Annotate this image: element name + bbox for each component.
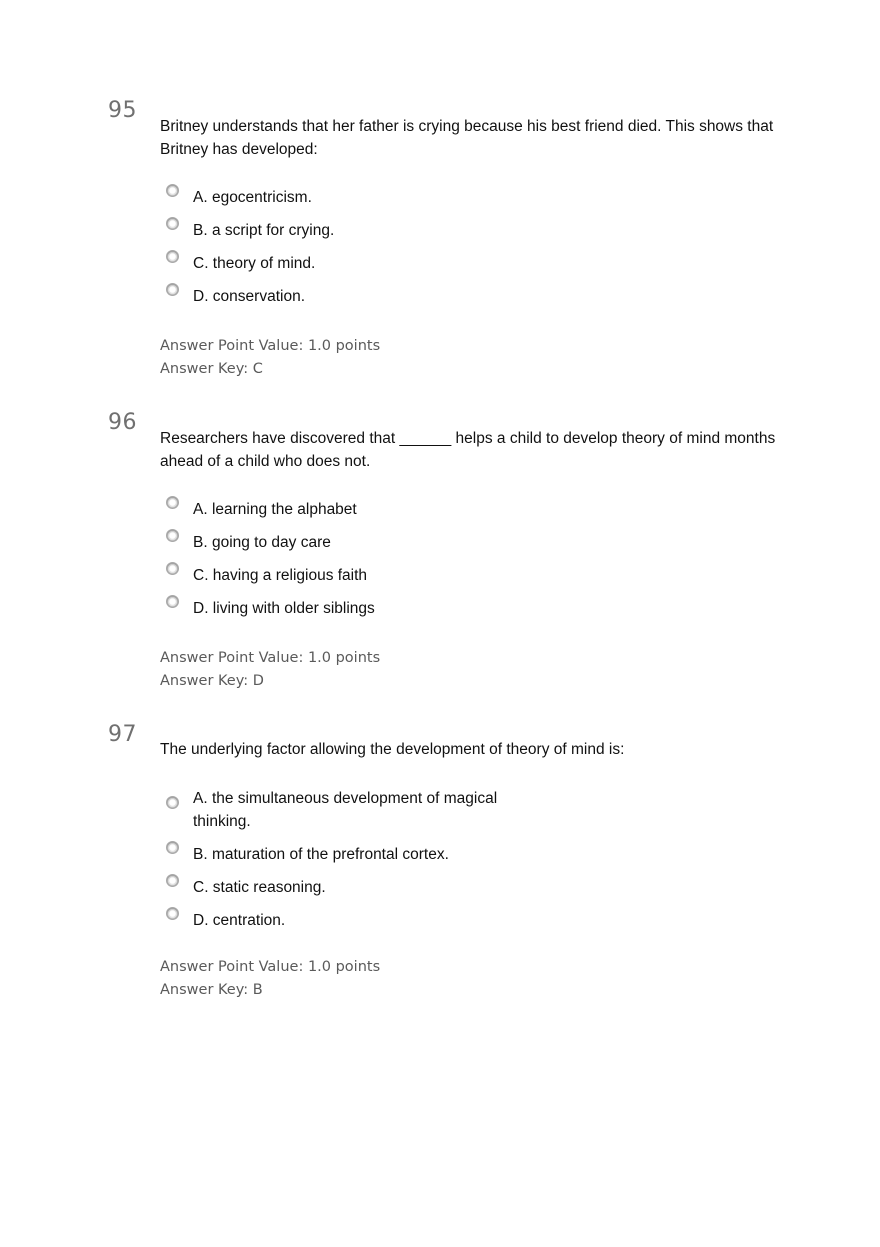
option-b[interactable] (160, 841, 720, 874)
radio-button[interactable] (166, 874, 179, 887)
option-label: C. static reasoning. (193, 879, 326, 896)
radio-button[interactable] (166, 796, 179, 809)
radio-button[interactable] (166, 562, 179, 575)
option-c[interactable] (160, 874, 720, 907)
option-a[interactable] (160, 496, 720, 529)
option-c[interactable] (160, 562, 720, 595)
option-b[interactable] (160, 529, 720, 562)
radio-button[interactable] (166, 529, 179, 542)
answer-key: Answer Key: C (160, 361, 263, 377)
option-label: A. the simultaneous development of magical thinking. (193, 790, 498, 830)
question-number: 97 (108, 722, 137, 747)
radio-button[interactable] (166, 907, 179, 920)
radio-button[interactable] (166, 217, 179, 230)
option-label: A. egocentricism. (193, 189, 312, 206)
point-value: Answer Point Value: 1.0 points (160, 338, 381, 354)
option-label: D. conservation. (193, 288, 305, 305)
option-label: B. a script for crying. (193, 222, 335, 239)
option-label: B. maturation of the prefrontal cortex. (193, 846, 449, 863)
radio-button[interactable] (166, 496, 179, 509)
answer-key: Answer Key: D (160, 673, 264, 689)
answer-key: Answer Key: B (160, 982, 263, 998)
answer-options (160, 496, 720, 628)
answer-options (160, 184, 720, 316)
option-label: D. living with older siblings (193, 600, 375, 617)
answer-options (160, 785, 720, 940)
option-d[interactable] (160, 283, 720, 316)
question-number: 96 (108, 410, 137, 435)
radio-button[interactable] (166, 283, 179, 296)
option-d[interactable] (160, 595, 720, 628)
question-text: The underlying factor allowing the development of theory of mind is: (160, 741, 625, 758)
point-value: Answer Point Value: 1.0 points (160, 959, 381, 975)
radio-button[interactable] (166, 250, 179, 263)
radio-button[interactable] (166, 595, 179, 608)
option-b[interactable] (160, 217, 720, 250)
question-text: Britney understands that her father is crying because his best friend died. This shows that Britney has developed: (160, 118, 774, 158)
question-text: Researchers have discovered that ______ helps a child to develop theory of mind months ahead of a child who does not. (160, 430, 776, 470)
option-label: B. going to day care (193, 534, 331, 551)
question-number: 95 (108, 98, 137, 123)
option-label: A. learning the alphabet (193, 501, 357, 518)
point-value: Answer Point Value: 1.0 points (160, 650, 381, 666)
option-label: D. centration. (193, 912, 286, 929)
option-c[interactable] (160, 250, 720, 283)
option-a[interactable] (160, 785, 720, 841)
option-label: C. theory of mind. (193, 255, 316, 272)
radio-button[interactable] (166, 841, 179, 854)
option-label: C. having a religious faith (193, 567, 368, 584)
option-d[interactable] (160, 907, 720, 940)
option-a[interactable] (160, 184, 720, 217)
radio-button[interactable] (166, 184, 179, 197)
